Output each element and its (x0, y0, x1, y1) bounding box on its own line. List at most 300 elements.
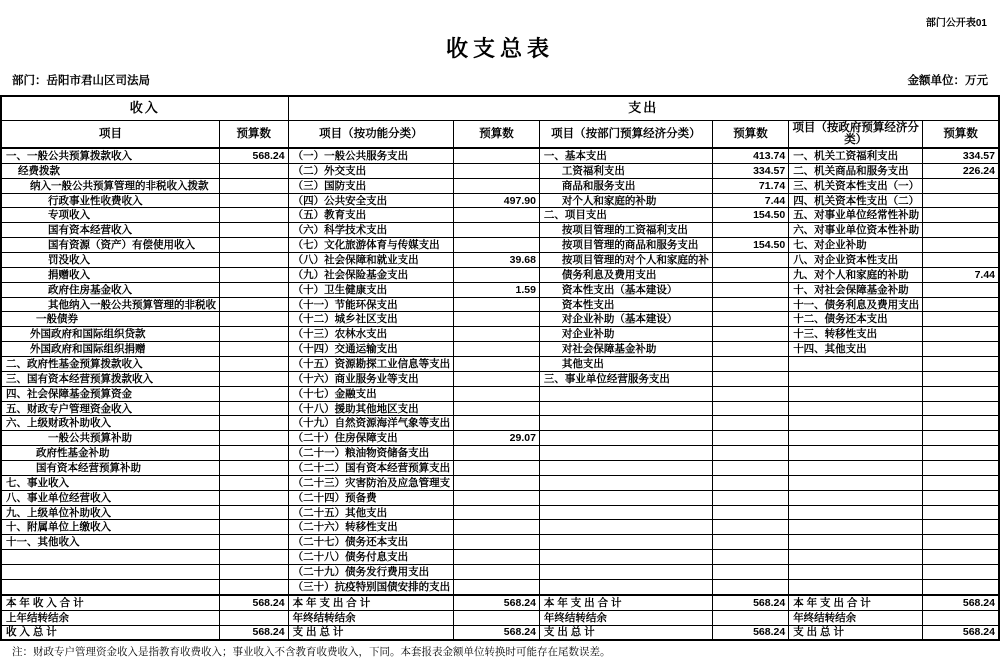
income-budget-cell (220, 267, 289, 282)
dept-econ-item-cell: 对企业补助（基本建设） (539, 312, 712, 327)
gov-econ-budget-cell (923, 505, 999, 520)
gov-econ-budget-cell (923, 416, 999, 431)
dept-econ-item-cell: 年终结转结余 (539, 610, 712, 625)
dept-econ-item-cell (539, 490, 712, 505)
income-item-cell: 九、上级单位补助收入 (1, 505, 220, 520)
function-budget-cell (454, 327, 540, 342)
dept-econ-item-cell (539, 461, 712, 476)
dept-econ-item-cell (539, 520, 712, 535)
dept-econ-budget-cell (712, 327, 788, 342)
function-budget-cell (454, 475, 540, 490)
group-header-row (1, 96, 999, 121)
gov-econ-budget-cell (923, 579, 999, 594)
gov-econ-budget-cell (923, 565, 999, 580)
income-item-cell: 外国政府和国际组织贷款 (1, 327, 220, 342)
dept-econ-budget-cell (712, 446, 788, 461)
function-item-cell: 年终结转结余 (288, 610, 454, 625)
dept-econ-budget-cell: 154.50 (712, 208, 788, 223)
dept-econ-budget-cell: 71.74 (712, 178, 788, 193)
dept-econ-budget-cell (712, 312, 788, 327)
function-item-cell: （二十九）债务发行费用支出 (288, 565, 454, 580)
dept-econ-item-cell (539, 535, 712, 550)
gov-econ-item-cell: 九、对个人和家庭的补助 (789, 267, 923, 282)
income-item-cell: 捐赠收入 (1, 267, 220, 282)
gov-econ-budget-cell (923, 253, 999, 268)
function-item-cell: （十九）自然资源海洋气象等支出 (288, 416, 454, 431)
gov-econ-budget-cell: 568.24 (923, 625, 999, 640)
dept-econ-budget-cell (712, 386, 788, 401)
function-budget-cell (454, 208, 540, 223)
table-row (1, 238, 999, 253)
function-budget-cell (454, 297, 540, 312)
gov-econ-item-cell (789, 416, 923, 431)
gov-econ-item-cell: 五、对事业单位经常性补助 (789, 208, 923, 223)
function-item-cell: （一）一般公共服务支出 (288, 148, 454, 163)
function-item-cell: （十二）城乡社区支出 (288, 312, 454, 327)
table-row (1, 446, 999, 461)
income-item-cell (1, 565, 220, 580)
column-header-dept-econ-item: 项目（按部门预算经济分类） (539, 121, 712, 149)
gov-econ-item-cell (789, 535, 923, 550)
function-item-cell: （十八）援助其他地区支出 (288, 401, 454, 416)
function-budget-cell: 39.68 (454, 253, 540, 268)
table-row (1, 342, 999, 357)
gov-econ-budget-cell (923, 446, 999, 461)
function-budget-cell (454, 550, 540, 565)
table-row (1, 579, 999, 594)
gov-econ-item-cell: 六、对事业单位资本性补助 (789, 223, 923, 238)
dept-econ-item-cell (539, 505, 712, 520)
table-body (1, 148, 999, 640)
income-item-cell (1, 550, 220, 565)
dept-econ-budget-cell (712, 550, 788, 565)
dept-econ-budget-cell (712, 253, 788, 268)
function-budget-cell (454, 267, 540, 282)
gov-econ-budget-cell (923, 297, 999, 312)
dept-econ-item-cell (539, 401, 712, 416)
gov-econ-budget-cell (923, 550, 999, 565)
function-budget-cell (454, 357, 540, 372)
gov-econ-item-cell: 八、对企业资本性支出 (789, 253, 923, 268)
function-budget-cell (454, 223, 540, 238)
dept-econ-item-cell: 按项目管理的商品和服务支出 (539, 238, 712, 253)
gov-econ-budget-cell: 226.24 (923, 163, 999, 178)
income-item-cell: 纳入一般公共预算管理的非税收入拨款 (1, 178, 220, 193)
gov-econ-item-cell: 四、机关资本性支出（二） (789, 193, 923, 208)
income-budget-cell (220, 163, 289, 178)
dept-econ-budget-cell (712, 505, 788, 520)
income-budget-cell (220, 223, 289, 238)
dept-econ-item-cell (539, 550, 712, 565)
income-budget-cell (220, 357, 289, 372)
function-item-cell: （二十一）粮油物资储备支出 (288, 446, 454, 461)
column-header-gov-econ-item: 项目（按政府预算经济分类） (789, 121, 923, 149)
function-item-cell: （十五）资源勘探工业信息等支出 (288, 357, 454, 372)
gov-econ-budget-cell (923, 342, 999, 357)
function-item-cell: （二十五）其他支出 (288, 505, 454, 520)
gov-econ-budget-cell (923, 193, 999, 208)
table-header (1, 96, 999, 148)
dept-econ-item-cell: 资本性支出 (539, 297, 712, 312)
gov-econ-budget-cell (923, 490, 999, 505)
gov-econ-item-cell (789, 461, 923, 476)
income-budget-cell (220, 565, 289, 580)
dept-econ-budget-cell (712, 416, 788, 431)
income-group-header: 收入 (1, 96, 288, 121)
function-item-cell: （十六）商业服务业等支出 (288, 371, 454, 386)
dept-econ-item-cell (539, 416, 712, 431)
income-budget-cell (220, 520, 289, 535)
gov-econ-budget-cell (923, 431, 999, 446)
dept-econ-item-cell (539, 475, 712, 490)
income-item-cell: 一、一般公共预算拨款收入 (1, 148, 220, 163)
function-budget-cell (454, 535, 540, 550)
income-budget-cell (220, 342, 289, 357)
table-row (1, 386, 999, 401)
table-row (1, 327, 999, 342)
gov-econ-item-cell: 本 年 支 出 合 计 (789, 595, 923, 610)
gov-econ-item-cell: 一、机关工资福利支出 (789, 148, 923, 163)
column-header-function-budget: 预算数 (454, 121, 540, 149)
function-budget-cell (454, 178, 540, 193)
function-budget-cell (454, 342, 540, 357)
income-budget-cell: 568.24 (220, 625, 289, 640)
income-item-cell: 专项收入 (1, 208, 220, 223)
income-budget-cell (220, 401, 289, 416)
table-row (1, 490, 999, 505)
dept-econ-item-cell: 对个人和家庭的补助 (539, 193, 712, 208)
function-item-cell: （二十二）国有资本经营预算支出 (288, 461, 454, 476)
dept-econ-budget-cell (712, 297, 788, 312)
column-header-row (1, 121, 999, 149)
gov-econ-budget-cell (923, 610, 999, 625)
income-budget-cell (220, 505, 289, 520)
dept-econ-item-cell: 工资福利支出 (539, 163, 712, 178)
income-budget-cell (220, 282, 289, 297)
dept-econ-item-cell: 一、基本支出 (539, 148, 712, 163)
income-item-cell: 收 入 总 计 (1, 625, 220, 640)
table-row (1, 178, 999, 193)
dept-econ-budget-cell: 413.74 (712, 148, 788, 163)
function-item-cell: （六）科学技术支出 (288, 223, 454, 238)
dept-econ-item-cell: 其他支出 (539, 357, 712, 372)
table-row (1, 253, 999, 268)
function-budget-cell (454, 490, 540, 505)
dept-econ-budget-cell (712, 357, 788, 372)
income-item-cell: 五、财政专户管理资金收入 (1, 401, 220, 416)
gov-econ-item-cell (789, 565, 923, 580)
income-item-cell: 十一、其他收入 (1, 535, 220, 550)
dept-econ-item-cell: 二、项目支出 (539, 208, 712, 223)
dept-econ-item-cell: 支 出 总 计 (539, 625, 712, 640)
table-row (1, 550, 999, 565)
total-row (1, 595, 999, 610)
income-budget-cell (220, 178, 289, 193)
page-title: 收支总表 (445, 36, 554, 61)
gov-econ-item-cell: 十一、债务利息及费用支出 (789, 297, 923, 312)
income-budget-cell (220, 461, 289, 476)
dept-econ-item-cell: 对企业补助 (539, 327, 712, 342)
dept-econ-budget-cell: 154.50 (712, 238, 788, 253)
income-budget-cell (220, 475, 289, 490)
dept-econ-item-cell: 三、事业单位经营服务支出 (539, 371, 712, 386)
gov-econ-item-cell: 十四、其他支出 (789, 342, 923, 357)
gov-econ-item-cell (789, 550, 923, 565)
dept-econ-budget-cell (712, 371, 788, 386)
income-budget-cell (220, 327, 289, 342)
table-row (1, 505, 999, 520)
dept-econ-budget-cell: 7.44 (712, 193, 788, 208)
gov-econ-budget-cell (923, 357, 999, 372)
table-row (1, 163, 999, 178)
column-header-income-budget: 预算数 (220, 121, 289, 149)
income-item-cell: 罚没收入 (1, 253, 220, 268)
gov-econ-item-cell: 十、对社会保障基金补助 (789, 282, 923, 297)
dept-econ-item-cell (539, 565, 712, 580)
dept-econ-budget-cell (712, 475, 788, 490)
income-budget-cell (220, 610, 289, 625)
income-item-cell: 一般债券 (1, 312, 220, 327)
function-item-cell: 本 年 支 出 合 计 (288, 595, 454, 610)
function-item-cell: （二十四）预备费 (288, 490, 454, 505)
income-budget-cell (220, 371, 289, 386)
function-item-cell: （五）教育支出 (288, 208, 454, 223)
footnote: 注：财政专户管理资金收入是指教育收费收入；事业收入不含教育收费收入，下同。本套报表金额单位转换时可能存在尾数误差。 (12, 646, 611, 659)
function-item-cell: （四）公共安全支出 (288, 193, 454, 208)
income-budget-cell (220, 416, 289, 431)
function-budget-cell: 568.24 (454, 595, 540, 610)
function-budget-cell (454, 163, 540, 178)
dept-econ-budget-cell (712, 431, 788, 446)
function-item-cell: （二十八）债务付息支出 (288, 550, 454, 565)
income-budget-cell (220, 208, 289, 223)
dept-econ-item-cell: 商品和服务支出 (539, 178, 712, 193)
gov-econ-budget-cell (923, 327, 999, 342)
dept-econ-budget-cell: 568.24 (712, 625, 788, 640)
gov-econ-budget-cell: 7.44 (923, 267, 999, 282)
dept-econ-item-cell: 资本性支出（基本建设） (539, 282, 712, 297)
dept-econ-item-cell: 本 年 支 出 合 计 (539, 595, 712, 610)
function-budget-cell (454, 371, 540, 386)
gov-econ-item-cell (789, 475, 923, 490)
function-item-cell: （十一）节能环保支出 (288, 297, 454, 312)
function-budget-cell: 1.59 (454, 282, 540, 297)
dept-econ-item-cell (539, 446, 712, 461)
gov-econ-item-cell (789, 401, 923, 416)
gov-econ-item-cell (789, 357, 923, 372)
column-header-dept-econ-budget: 预算数 (712, 121, 788, 149)
income-item-cell: 八、事业单位经营收入 (1, 490, 220, 505)
function-item-cell: （十）卫生健康支出 (288, 282, 454, 297)
sheet-label: 部门公开表01 (925, 18, 987, 29)
budget-table (0, 95, 1000, 641)
unit-label: 金额单位：万元 (907, 75, 988, 87)
dept-econ-budget-cell (712, 223, 788, 238)
income-budget-cell (220, 446, 289, 461)
income-budget-cell (220, 535, 289, 550)
gov-econ-budget-cell: 334.57 (923, 148, 999, 163)
income-budget-cell (220, 550, 289, 565)
function-item-cell: （三十）抗疫特别国债安排的支出 (288, 579, 454, 594)
gov-econ-item-cell (789, 520, 923, 535)
income-budget-cell (220, 253, 289, 268)
income-budget-cell (220, 193, 289, 208)
income-item-cell: 六、上级财政补助收入 (1, 416, 220, 431)
table-row (1, 475, 999, 490)
income-item-cell: 十、附属单位上缴收入 (1, 520, 220, 535)
income-item-cell: 国有资本经营收入 (1, 223, 220, 238)
income-item-cell: 其他纳入一般公共预算管理的非税收 (1, 297, 220, 312)
function-budget-cell (454, 610, 540, 625)
dept-econ-item-cell: 按项目管理的工资福利支出 (539, 223, 712, 238)
table-row (1, 371, 999, 386)
function-budget-cell (454, 416, 540, 431)
table-row (1, 148, 999, 163)
function-item-cell: （二）外交支出 (288, 163, 454, 178)
income-item-cell: 行政事业性收费收入 (1, 193, 220, 208)
income-budget-cell (220, 490, 289, 505)
gov-econ-item-cell: 十三、转移性支出 (789, 327, 923, 342)
column-header-function-item: 项目（按功能分类） (288, 121, 454, 149)
gov-econ-budget-cell (923, 461, 999, 476)
function-budget-cell (454, 446, 540, 461)
gov-econ-budget-cell (923, 282, 999, 297)
total-row (1, 610, 999, 625)
dept-econ-budget-cell (712, 342, 788, 357)
income-item-cell: 四、社会保障基金预算资金 (1, 386, 220, 401)
dept-econ-item-cell (539, 431, 712, 446)
gov-econ-budget-cell (923, 475, 999, 490)
function-budget-cell (454, 386, 540, 401)
function-item-cell: （二十）住房保障支出 (288, 431, 454, 446)
function-budget-cell (454, 579, 540, 594)
table-row (1, 282, 999, 297)
dept-econ-budget-cell (712, 610, 788, 625)
gov-econ-item-cell: 二、机关商品和服务支出 (789, 163, 923, 178)
function-item-cell: （二十七）债务还本支出 (288, 535, 454, 550)
column-header-income-item: 项目 (1, 121, 220, 149)
income-item-cell: 政府住房基金收入 (1, 282, 220, 297)
gov-econ-item-cell (789, 446, 923, 461)
table-row (1, 520, 999, 535)
gov-econ-budget-cell: 568.24 (923, 595, 999, 610)
income-budget-cell (220, 312, 289, 327)
gov-econ-item-cell: 七、对企业补助 (789, 238, 923, 253)
expenditure-group-header: 支出 (288, 96, 999, 121)
function-item-cell: （二十三）灾害防治及应急管理支 (288, 475, 454, 490)
income-item-cell: 一般公共预算补助 (1, 431, 220, 446)
gov-econ-budget-cell (923, 371, 999, 386)
function-item-cell: （八）社会保障和就业支出 (288, 253, 454, 268)
total-row (1, 625, 999, 640)
income-budget-cell (220, 238, 289, 253)
table-row (1, 565, 999, 580)
income-budget-cell (220, 386, 289, 401)
department-label: 部门：岳阳市君山区司法局 (12, 75, 150, 87)
income-budget-cell (220, 431, 289, 446)
gov-econ-item-cell: 年终结转结余 (789, 610, 923, 625)
function-item-cell: （十三）农林水支出 (288, 327, 454, 342)
income-budget-cell: 568.24 (220, 148, 289, 163)
meta-row (0, 72, 1000, 88)
gov-econ-budget-cell (923, 238, 999, 253)
function-budget-cell: 29.07 (454, 431, 540, 446)
table-row (1, 416, 999, 431)
income-budget-cell (220, 297, 289, 312)
table-row (1, 223, 999, 238)
table-row (1, 401, 999, 416)
table-row (1, 193, 999, 208)
gov-econ-budget-cell (923, 208, 999, 223)
dept-econ-budget-cell: 334.57 (712, 163, 788, 178)
function-item-cell: （三）国防支出 (288, 178, 454, 193)
gov-econ-budget-cell (923, 520, 999, 535)
function-budget-cell (454, 565, 540, 580)
dept-econ-budget-cell (712, 579, 788, 594)
gov-econ-item-cell: 支 出 总 计 (789, 625, 923, 640)
gov-econ-item-cell (789, 386, 923, 401)
function-item-cell: 支 出 总 计 (288, 625, 454, 640)
table-row (1, 267, 999, 282)
dept-econ-budget-cell (712, 490, 788, 505)
dept-econ-item-cell (539, 386, 712, 401)
income-budget-cell (220, 579, 289, 594)
gov-econ-budget-cell (923, 386, 999, 401)
function-item-cell: （二十六）转移性支出 (288, 520, 454, 535)
gov-econ-item-cell (789, 579, 923, 594)
gov-econ-item-cell (789, 490, 923, 505)
function-budget-cell (454, 520, 540, 535)
income-item-cell: 本 年 收 入 合 计 (1, 595, 220, 610)
gov-econ-budget-cell (923, 223, 999, 238)
function-budget-cell (454, 312, 540, 327)
gov-econ-item-cell: 十二、债务还本支出 (789, 312, 923, 327)
dept-econ-item-cell: 按项目管理的对个人和家庭的补 (539, 253, 712, 268)
function-item-cell: （十七）金融支出 (288, 386, 454, 401)
income-item-cell (1, 579, 220, 594)
dept-econ-budget-cell (712, 461, 788, 476)
gov-econ-budget-cell (923, 535, 999, 550)
dept-econ-budget-cell (712, 267, 788, 282)
table-row (1, 208, 999, 223)
income-item-cell: 上年结转结余 (1, 610, 220, 625)
income-item-cell: 七、事业收入 (1, 475, 220, 490)
income-item-cell: 政府性基金补助 (1, 446, 220, 461)
gov-econ-item-cell (789, 431, 923, 446)
dept-econ-budget-cell (712, 282, 788, 297)
gov-econ-item-cell (789, 371, 923, 386)
function-budget-cell (454, 148, 540, 163)
dept-econ-item-cell (539, 579, 712, 594)
function-budget-cell (454, 505, 540, 520)
table-row (1, 297, 999, 312)
function-budget-cell (454, 461, 540, 476)
income-item-cell: 外国政府和国际组织捐赠 (1, 342, 220, 357)
table-row (1, 431, 999, 446)
function-budget-cell (454, 238, 540, 253)
dept-econ-budget-cell: 568.24 (712, 595, 788, 610)
income-item-cell: 国有资本经营预算补助 (1, 461, 220, 476)
dept-econ-item-cell: 对社会保障基金补助 (539, 342, 712, 357)
function-budget-cell: 568.24 (454, 625, 540, 640)
dept-econ-budget-cell (712, 565, 788, 580)
income-item-cell: 经费拨款 (1, 163, 220, 178)
gov-econ-budget-cell (923, 401, 999, 416)
dept-econ-item-cell: 债务利息及费用支出 (539, 267, 712, 282)
income-budget-cell: 568.24 (220, 595, 289, 610)
dept-econ-budget-cell (712, 535, 788, 550)
gov-econ-item-cell: 三、机关资本性支出（一） (789, 178, 923, 193)
